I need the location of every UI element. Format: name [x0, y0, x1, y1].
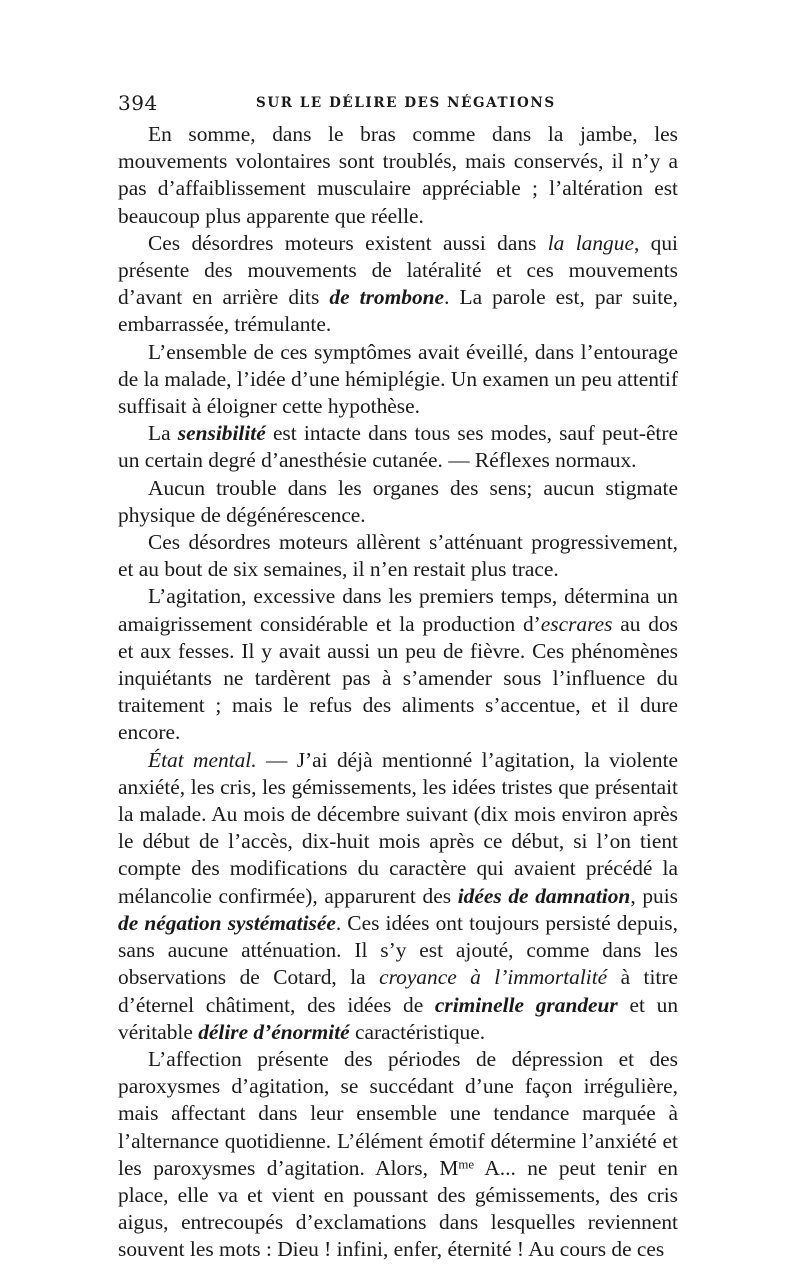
italic-term: la langue: [547, 230, 634, 255]
text-run: . La parole est, par suite, embarrassée, trémulante.: [118, 285, 679, 337]
section-heading-italic: État mental.: [148, 747, 257, 772]
book-page: [118, 88, 678, 1264]
paragraph-agitation: [118, 583, 678, 746]
text-run: à titre d’éternel châtiment, des idées de: [118, 965, 678, 1017]
text-run: Ces désordres moteurs existent aussi dans: [148, 230, 548, 255]
italic-term: croyance à l’immortalité: [379, 965, 608, 990]
italic-term: de trombone: [329, 285, 445, 310]
text-run: . Ces idées ont toujours persisté depuis, sans aucune atténuation. Il s’y est ajouté, comme dans les observations de Cotard, la: [118, 910, 678, 990]
superscript-abbrev: me: [458, 1157, 475, 1172]
body-text: [118, 121, 678, 1264]
paragraph-senses: [118, 475, 678, 529]
italic-term: de négation systématisée: [118, 910, 336, 935]
text-run: au dos et aux fesses. Il y avait aussi un peu de fièvre. Ces phénomènes inquiétants ne tardèrent pas à s’amender sous l’influence du traitement ; mais le refus des aliments s’accentue, et il dure encore.: [118, 611, 678, 745]
paragraph-mental-state: [118, 747, 678, 1046]
italic-term: sensibilité: [177, 421, 266, 446]
text-run: caractéristique.: [349, 1019, 486, 1044]
text-run: La: [148, 421, 178, 446]
text-run: A... ne peut tenir en place, elle va et vient en poussant des gémissements, des cris aigus, entrecoupés d’exclamations dans lesquelles reviennent souvent les mots : Dieu ! infini, enfer, éternité ! Au cours de ces: [118, 1155, 678, 1262]
text-run: L’affection présente des périodes de dépression et des paroxysmes d’agitation, se succédant d’une façon irrégulière, mais affectant dans leur ensemble une tendance marquée à l’alternance quotidienne. L’élément émotif détermine l’anxiété et les paroxysmes d’agitation. Alors, M: [118, 1046, 678, 1180]
text-run: — J’ai déjà mentionné l’agitation, la violente anxiété, les cris, les gémissements, les idées tristes que présentait la malade. Au mois de décembre suivant (dix mois environ après le début de l’accès, dix-huit mois après ce début, si l’on tient compte des modifications du caractère qui avaient précédé la mélancolie confirmée), apparurent des: [118, 747, 679, 908]
italic-term: idées de damnation: [457, 883, 631, 908]
paragraph-text: Ces désordres moteurs allèrent s’atténuant progressivement, et au bout de six semaines, il n’en restait plus trace.: [118, 530, 678, 582]
text-run: , puis: [630, 883, 678, 908]
italic-term: escrares: [540, 611, 613, 636]
page-number: 394: [118, 91, 158, 115]
paragraph-text: L’ensemble de ces symptômes avait éveillé, dans l’entourage de la malade, l’idée d’une hémiplégie. Un examen un peu attentif suffisait à éloigner cette hypothèse.: [118, 339, 678, 419]
paragraph-tongue-disorders: [118, 230, 678, 339]
paragraph-affection-periods: [118, 1046, 678, 1264]
text-run: et un véritable: [118, 992, 679, 1044]
running-title: SUR LE DÉLIRE DES NÉGATIONS: [256, 95, 556, 111]
paragraph-hemiplegia: [118, 339, 678, 421]
text-run: est intacte dans tous ses modes, sauf peut-être un certain degré d’anesthésie cutanée. — Réflexes normaux.: [118, 421, 678, 473]
paragraph-motor-recovery: [118, 529, 678, 583]
running-head: [118, 88, 678, 118]
text-run: L’agitation, excessive dans les premiers temps, détermina un amaigrissement considérable et la production d’: [118, 584, 678, 636]
paragraph-sensibility: [118, 420, 678, 474]
text-run: , qui présente des mouvements de latéralité et ces mouvements d’avant en arrière dits: [118, 230, 679, 310]
paragraph-arm-leg-movements: [118, 121, 678, 230]
paragraph-text: Aucun trouble dans les organes des sens; aucun stigmate physique de dégénérescence.: [118, 475, 678, 527]
italic-term: criminelle grandeur: [434, 992, 618, 1017]
italic-term: délire d’énormité: [198, 1019, 350, 1044]
paragraph-text: En somme, dans le bras comme dans la jambe, les mouvements volontaires sont troublés, mais conservés, il n’y a pas d’affaiblissement musculaire appréciable ; l’altération est beaucoup plus apparente que réelle.: [118, 122, 678, 228]
